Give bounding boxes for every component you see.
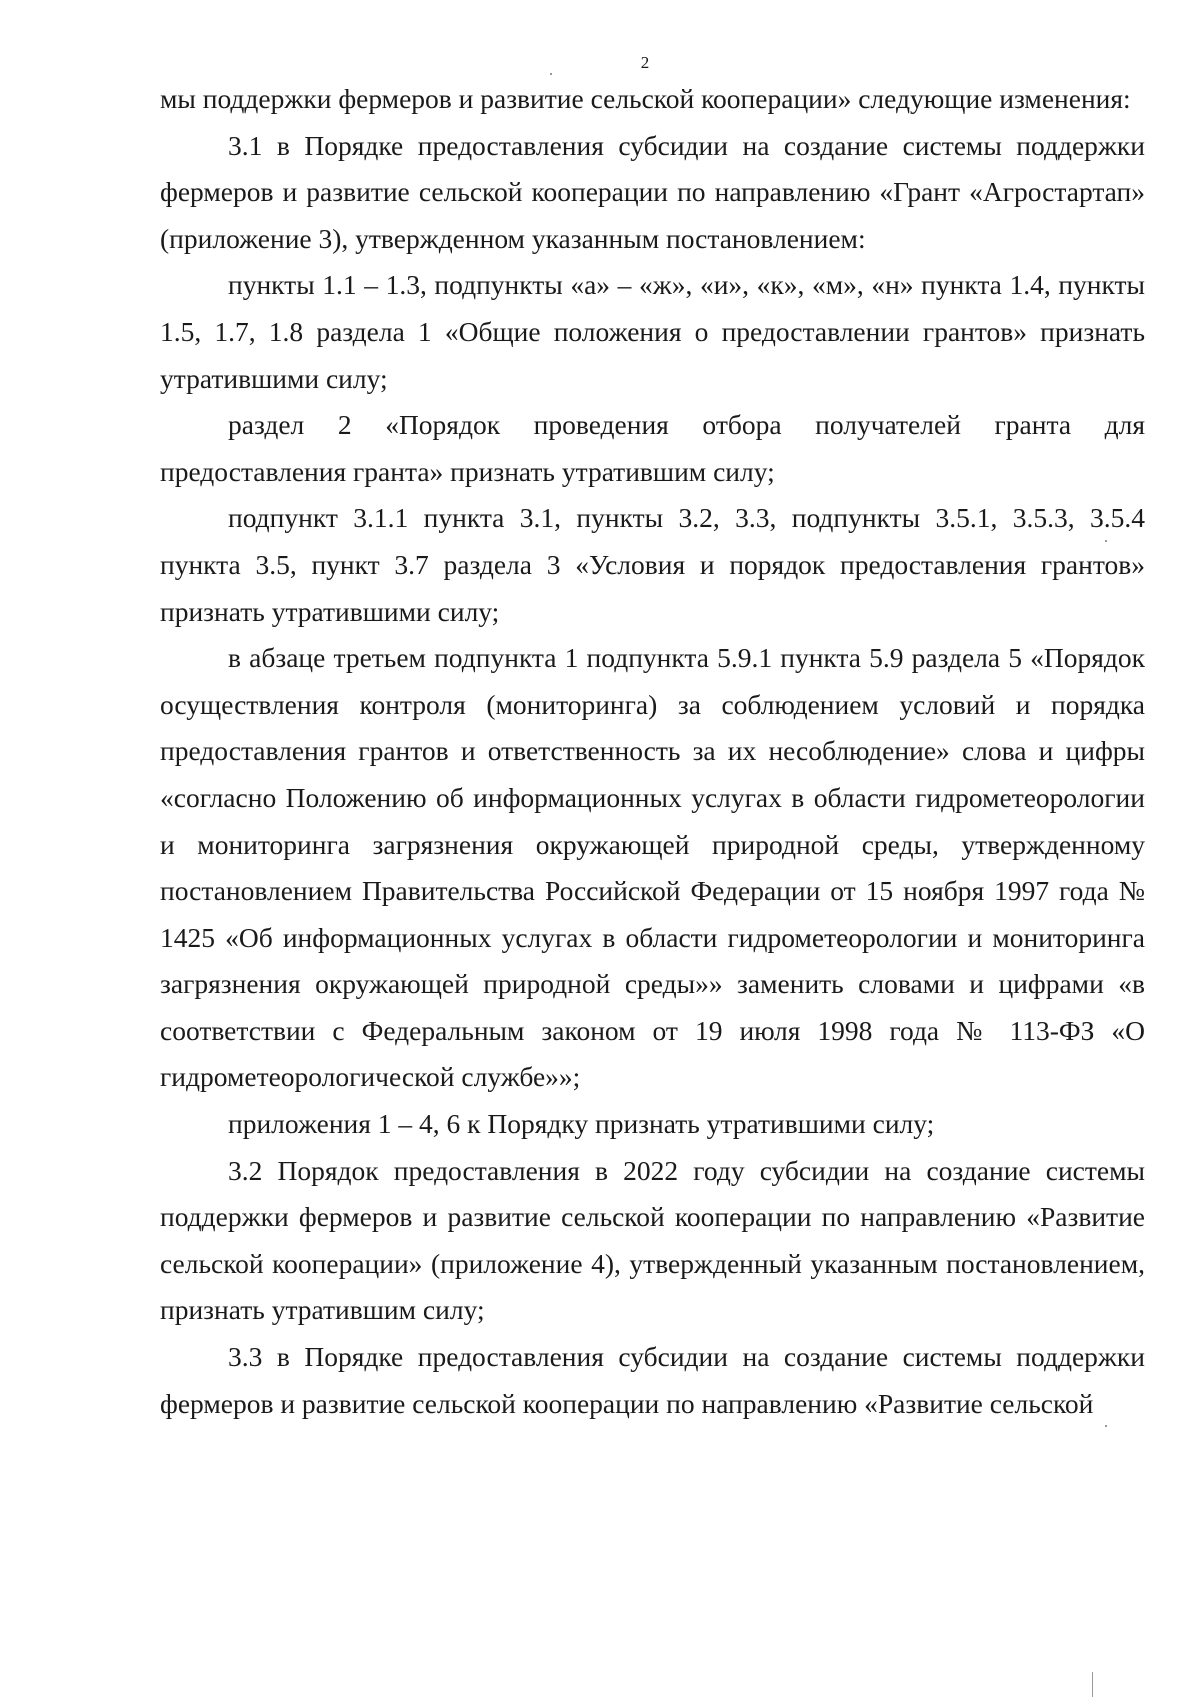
paragraph-3-3: 3.3 в Порядке предоставления субсидии на создание системы поддержки фермеров и развитие сельской кооперации по направлению «Развитие сельской [160, 1341, 1145, 1419]
scan-speck [550, 73, 552, 75]
paragraph-section-5: в абзаце третьем подпункта 1 подпункта 5.9.1 пункта 5.9 раздела 5 «Порядок осуществления контроля (мониторинга) за соблюдением условий и порядка предоставления грантов и ответственность за их несоблюдение» слова и цифры «согласно Положению об информационных услугах в области гидрометеорологии и мониторинга загрязнения окружающей природной среды, утвержденному постановлением Правительства Российской Федерации от 15 ноября 1997 года № 1425 «Об информационных услугах в области гидрометеорологии и мониторинга загрязнения окружающей природной среды»» заменить словами и цифрами «в соответствии с Федеральным законом от 19 июля 1998 года № 113-ФЗ «О гидрометеорологической службе»»; [160, 642, 1145, 1093]
paragraph-3-1: 3.1 в Порядке предоставления субсидии на создание системы поддержки фермеров и развитие сельской кооперации по направлению «Грант «Агростартап» (приложение 3), утвержденном указанным постановлением: [160, 129, 1145, 254]
paragraph-3-2: 3.2 Порядок предоставления в 2022 году субсидии на создание системы поддержки фермеров и развитие сельской кооперации по направлению «Развитие сельской кооперации» (приложение 4), утвержденный указанным постановлением, признать утратившим силу; [160, 1154, 1145, 1326]
paragraph-appendices: приложения 1 – 4, 6 к Порядку признать утратившими силу; [228, 1108, 935, 1140]
scan-artifact-line [1092, 1672, 1093, 1697]
document-body [160, 76, 1145, 1427]
paragraph-continuation: мы поддержки фермеров и развитие сельской кооперации» следующие изменения: [160, 83, 1131, 114]
paragraph-points-1: пункты 1.1 – 1.3, подпункты «а» – «ж», «и», «к», «м», «н» пункта 1.4, пункты 1.5, 1.7, 1.8 раздела 1 «Общие положения о предоставлении грантов» признать утратившими силу; [160, 269, 1145, 394]
paragraph-section-2: раздел 2 «Порядок проведения отбора получателей гранта для предоставления гранта» признать утратившим силу; [160, 409, 1145, 487]
paragraph-subpoint-3-1-1: подпункт 3.1.1 пункта 3.1, пункты 3.2, 3.3, подпункты 3.5.1, 3.5.3, 3.5.4 пункта 3.5, пункт 3.7 раздела 3 «Условия и порядок предоставления грантов» признать утратившими силу; [160, 502, 1145, 627]
page-number: 2 [640, 53, 650, 72]
